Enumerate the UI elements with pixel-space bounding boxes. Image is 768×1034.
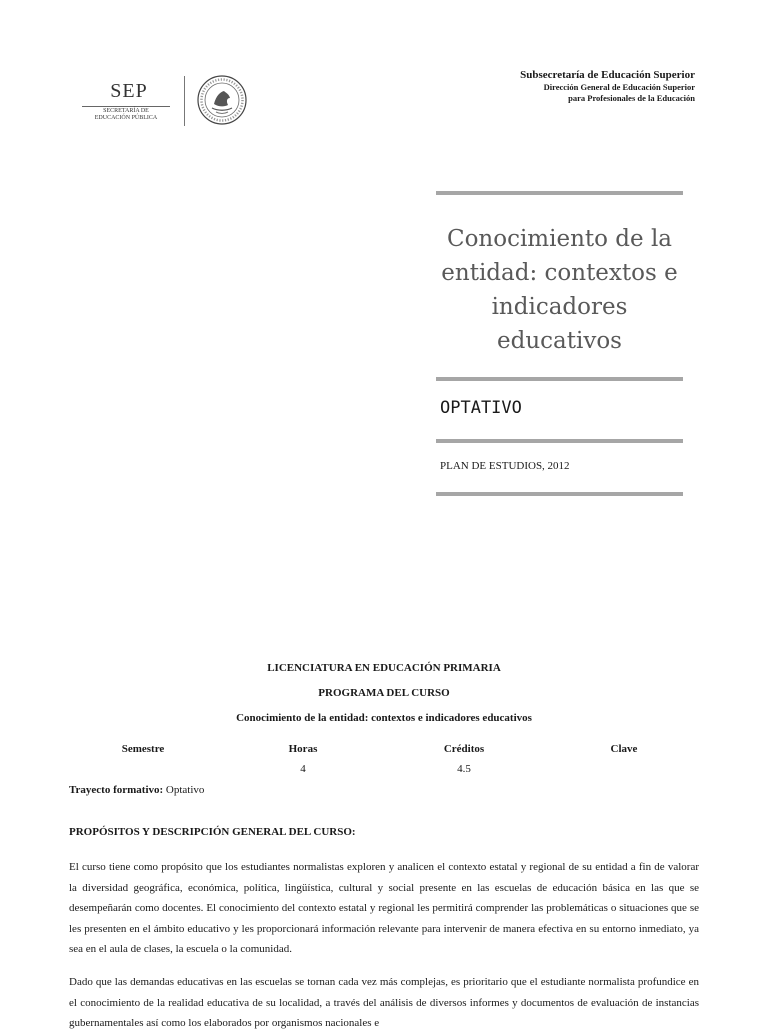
study-plan: PLAN DE ESTUDIOS, 2012 [440, 460, 570, 472]
sep-logo [80, 72, 250, 128]
cover-rule-3 [436, 439, 683, 443]
institution-header [520, 68, 695, 104]
header-line-1: Subsecretaría de Educación Superior [520, 69, 695, 81]
purposes-paragraph-1: El curso tiene como propósito que los estudiantes normalistas exploren y analicen el contexto estatal y regional de su entidad a fin de valorar la diversidad geográfica, económica, política, lingüística, cultural y social presente en las escuelas de educación básica en las que se desempeñarán como docentes. El conocimiento del contexto estatal y regional les permitirá comprender las problemáticas o situaciones que se les presenten en el ámbito educativo y les proporcionará información relevante para intervenir de manera efectiva en su entorno inmediato, ya sea en el aula de clases, la escuela o la comunidad. [69, 861, 699, 955]
header-semestre: Semestre [121, 743, 165, 755]
purposes-paragraph-2: Dado que las demandas educativas en las escuelas se tornan cada vez más complejas, es prioritario que el estudiante normalista profundice en el conocimiento de la realidad educativa de su localidad, a través del análisis de diversos informes y documentos de evaluación de instancias gubernamentales así como los elaborados por organismos nacionales e [69, 976, 699, 1029]
purposes-heading: PROPÓSITOS Y DESCRIPCIÓN GENERAL DEL CURSO: [69, 826, 356, 838]
trayecto-value: Optativo [165, 784, 205, 796]
value-creditos: 4.5 [457, 763, 471, 775]
cover-rule-top [436, 191, 683, 195]
logo-divider [184, 76, 185, 126]
sep-subtitle-line2: EDUCACIÓN PÚBLICA [94, 115, 158, 121]
header-line-2: Dirección General de Educación Superior [543, 82, 695, 92]
sep-subtitle [80, 108, 172, 122]
sep-underline [82, 106, 170, 107]
sep-acronym: SEP [110, 80, 148, 102]
sep-subtitle-line1: SECRETARÍA DE [103, 108, 149, 114]
program-heading: PROGRAMA DEL CURSO [318, 687, 450, 699]
course-name: Conocimiento de la entidad: contextos e indicadores educativos [236, 712, 532, 724]
national-seal-icon [196, 74, 248, 126]
trayecto-formativo [69, 784, 204, 796]
trayecto-label: Trayecto formativo: [69, 784, 164, 796]
header-clave: Clave [610, 743, 638, 755]
cover-rule-bottom [436, 492, 683, 496]
header-creditos: Créditos [443, 743, 485, 755]
header-line-3: para Profesionales de la Educación [568, 93, 695, 103]
value-horas: 4 [300, 763, 306, 775]
degree-heading: LICENCIATURA EN EDUCACIÓN PRIMARIA [267, 662, 501, 674]
header-horas: Horas [288, 743, 318, 755]
cover-title: Conocimiento de la entidad: contextos e indicadores educativos [441, 226, 678, 354]
cover-rule-2 [436, 377, 683, 381]
course-type: OPTATIVO [440, 398, 522, 418]
